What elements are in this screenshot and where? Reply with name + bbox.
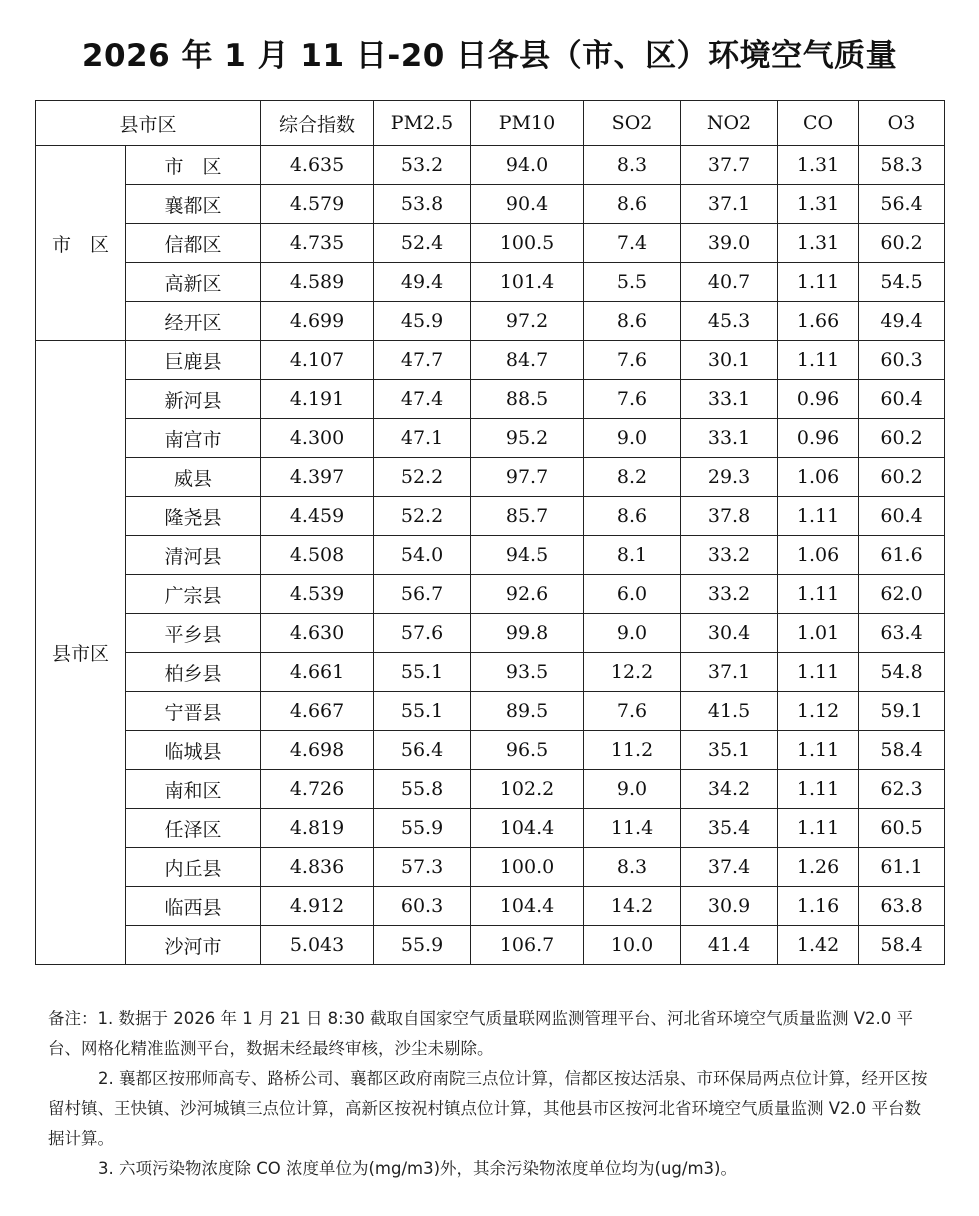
- table-row: [36, 146, 945, 185]
- value-cell: 92.6: [471, 575, 584, 614]
- value-cell: 33.2: [681, 536, 778, 575]
- value-cell: 60.3: [374, 887, 471, 926]
- value-cell: 4.726: [261, 770, 374, 809]
- value-cell: 52.4: [374, 224, 471, 263]
- value-cell: 1.12: [778, 692, 859, 731]
- value-cell: 4.539: [261, 575, 374, 614]
- value-cell: 55.1: [374, 653, 471, 692]
- table-row: [36, 809, 945, 848]
- value-cell: 60.3: [859, 341, 945, 380]
- area-name-cell: 新河县: [126, 380, 261, 419]
- value-cell: 39.0: [681, 224, 778, 263]
- table-row: [36, 887, 945, 926]
- value-cell: 4.579: [261, 185, 374, 224]
- value-cell: 1.11: [778, 770, 859, 809]
- table-row: [36, 224, 945, 263]
- value-cell: 4.300: [261, 419, 374, 458]
- value-cell: 5.043: [261, 926, 374, 965]
- column-header: SO2: [584, 101, 681, 146]
- value-cell: 56.4: [859, 185, 945, 224]
- value-cell: 57.3: [374, 848, 471, 887]
- table-row: [36, 926, 945, 965]
- area-name-cell: 隆尧县: [126, 497, 261, 536]
- value-cell: 35.1: [681, 731, 778, 770]
- value-cell: 14.2: [584, 887, 681, 926]
- column-header: NO2: [681, 101, 778, 146]
- area-name-cell: 高新区: [126, 263, 261, 302]
- value-cell: 101.4: [471, 263, 584, 302]
- value-cell: 85.7: [471, 497, 584, 536]
- value-cell: 55.8: [374, 770, 471, 809]
- value-cell: 35.4: [681, 809, 778, 848]
- page-title: 2026 年 1 月 11 日-20 日各县（市、区）环境空气质量: [81, 38, 898, 74]
- table-row: [36, 380, 945, 419]
- value-cell: 52.2: [374, 458, 471, 497]
- value-cell: 7.4: [584, 224, 681, 263]
- value-cell: 1.31: [778, 146, 859, 185]
- value-cell: 49.4: [374, 263, 471, 302]
- value-cell: 52.2: [374, 497, 471, 536]
- value-cell: 33.2: [681, 575, 778, 614]
- value-cell: 8.2: [584, 458, 681, 497]
- value-cell: 45.9: [374, 302, 471, 341]
- value-cell: 1.11: [778, 653, 859, 692]
- area-name-cell: 清河县: [126, 536, 261, 575]
- value-cell: 9.0: [584, 770, 681, 809]
- value-cell: 30.4: [681, 614, 778, 653]
- value-cell: 1.11: [778, 575, 859, 614]
- value-cell: 4.836: [261, 848, 374, 887]
- value-cell: 47.7: [374, 341, 471, 380]
- value-cell: 8.1: [584, 536, 681, 575]
- value-cell: 58.3: [859, 146, 945, 185]
- value-cell: 63.4: [859, 614, 945, 653]
- value-cell: 1.26: [778, 848, 859, 887]
- value-cell: 54.0: [374, 536, 471, 575]
- value-cell: 56.4: [374, 731, 471, 770]
- value-cell: 59.1: [859, 692, 945, 731]
- area-name-cell: 信都区: [126, 224, 261, 263]
- value-cell: 88.5: [471, 380, 584, 419]
- area-name-cell: 平乡县: [126, 614, 261, 653]
- value-cell: 1.06: [778, 536, 859, 575]
- area-name-cell: 沙河市: [126, 926, 261, 965]
- area-name-cell: 市 区: [126, 146, 261, 185]
- value-cell: 53.8: [374, 185, 471, 224]
- value-cell: 4.661: [261, 653, 374, 692]
- table-row: [36, 614, 945, 653]
- value-cell: 37.1: [681, 653, 778, 692]
- value-cell: 9.0: [584, 419, 681, 458]
- value-cell: 4.735: [261, 224, 374, 263]
- value-cell: 12.2: [584, 653, 681, 692]
- value-cell: 53.2: [374, 146, 471, 185]
- area-name-cell: 内丘县: [126, 848, 261, 887]
- value-cell: 1.11: [778, 497, 859, 536]
- value-cell: 1.06: [778, 458, 859, 497]
- column-header: PM10: [471, 101, 584, 146]
- value-cell: 4.630: [261, 614, 374, 653]
- value-cell: 61.6: [859, 536, 945, 575]
- value-cell: 95.2: [471, 419, 584, 458]
- value-cell: 37.1: [681, 185, 778, 224]
- value-cell: 102.2: [471, 770, 584, 809]
- value-cell: 89.5: [471, 692, 584, 731]
- value-cell: 60.5: [859, 809, 945, 848]
- value-cell: 7.6: [584, 380, 681, 419]
- value-cell: 58.4: [859, 731, 945, 770]
- value-cell: 4.635: [261, 146, 374, 185]
- area-name-cell: 柏乡县: [126, 653, 261, 692]
- table-row: [36, 185, 945, 224]
- value-cell: 62.3: [859, 770, 945, 809]
- value-cell: 97.2: [471, 302, 584, 341]
- value-cell: 4.912: [261, 887, 374, 926]
- value-cell: 8.6: [584, 302, 681, 341]
- note-1: 备注：1. 数据于 2026 年 1 月 21 日 8:30 截取自国家空气质量联网监测管理平台、河北省环境空气质量监测 V2.0 平台、网格化精准监测平台，数据未经最终审核，沙尘未剔除。: [48, 1009, 914, 1058]
- value-cell: 62.0: [859, 575, 945, 614]
- value-cell: 7.6: [584, 692, 681, 731]
- value-cell: 37.4: [681, 848, 778, 887]
- value-cell: 9.0: [584, 614, 681, 653]
- area-name-cell: 临西县: [126, 887, 261, 926]
- value-cell: 8.3: [584, 146, 681, 185]
- value-cell: 8.6: [584, 497, 681, 536]
- value-cell: 57.6: [374, 614, 471, 653]
- table-row: [36, 536, 945, 575]
- table-row: [36, 575, 945, 614]
- value-cell: 4.667: [261, 692, 374, 731]
- value-cell: 4.397: [261, 458, 374, 497]
- value-cell: 5.5: [584, 263, 681, 302]
- value-cell: 1.01: [778, 614, 859, 653]
- value-cell: 30.9: [681, 887, 778, 926]
- table-row: [36, 302, 945, 341]
- value-cell: 54.8: [859, 653, 945, 692]
- value-cell: 100.0: [471, 848, 584, 887]
- value-cell: 30.1: [681, 341, 778, 380]
- area-name-cell: 经开区: [126, 302, 261, 341]
- table-header-row: [36, 101, 945, 146]
- value-cell: 104.4: [471, 809, 584, 848]
- value-cell: 99.8: [471, 614, 584, 653]
- value-cell: 61.1: [859, 848, 945, 887]
- area-name-cell: 南和区: [126, 770, 261, 809]
- value-cell: 63.8: [859, 887, 945, 926]
- value-cell: 29.3: [681, 458, 778, 497]
- note-2: 2. 襄都区按邢师高专、路桥公司、襄都区政府南院三点位计算，信都区按达活泉、市环保局两点位计算，经开区按留村镇、王快镇、沙河城镇三点位计算，高新区按祝村镇点位计算，其他县市区按河北省环境空气质量监测 V2.0 平台数据计算。: [48, 1069, 928, 1148]
- notes-section: [48, 1004, 933, 1184]
- value-cell: 8.6: [584, 185, 681, 224]
- value-cell: 1.11: [778, 341, 859, 380]
- value-cell: 58.4: [859, 926, 945, 965]
- value-cell: 4.819: [261, 809, 374, 848]
- value-cell: 104.4: [471, 887, 584, 926]
- value-cell: 94.0: [471, 146, 584, 185]
- column-header: PM2.5: [374, 101, 471, 146]
- column-header: 综合指数: [261, 101, 374, 146]
- air-quality-table: [35, 100, 945, 965]
- value-cell: 1.42: [778, 926, 859, 965]
- value-cell: 90.4: [471, 185, 584, 224]
- value-cell: 1.16: [778, 887, 859, 926]
- value-cell: 47.4: [374, 380, 471, 419]
- value-cell: 60.4: [859, 380, 945, 419]
- value-cell: 60.2: [859, 419, 945, 458]
- value-cell: 100.5: [471, 224, 584, 263]
- value-cell: 49.4: [859, 302, 945, 341]
- table-row: [36, 419, 945, 458]
- value-cell: 6.0: [584, 575, 681, 614]
- table-row: [36, 458, 945, 497]
- value-cell: 40.7: [681, 263, 778, 302]
- value-cell: 33.1: [681, 380, 778, 419]
- value-cell: 4.699: [261, 302, 374, 341]
- area-name-cell: 宁晋县: [126, 692, 261, 731]
- value-cell: 55.1: [374, 692, 471, 731]
- area-name-cell: 威县: [126, 458, 261, 497]
- value-cell: 4.191: [261, 380, 374, 419]
- value-cell: 4.508: [261, 536, 374, 575]
- note-3: 3. 六项污染物浓度除 CO 浓度单位为(mg/m3)外，其余污染物浓度单位均为(ug/m3)。: [98, 1159, 737, 1178]
- value-cell: 10.0: [584, 926, 681, 965]
- table-row: [36, 653, 945, 692]
- column-header: O3: [859, 101, 945, 146]
- value-cell: 55.9: [374, 926, 471, 965]
- table-row: [36, 497, 945, 536]
- value-cell: 97.7: [471, 458, 584, 497]
- table-row: [36, 731, 945, 770]
- area-name-cell: 临城县: [126, 731, 261, 770]
- value-cell: 1.11: [778, 731, 859, 770]
- table-row: [36, 848, 945, 887]
- group-label: 市 区: [36, 146, 126, 341]
- value-cell: 0.96: [778, 419, 859, 458]
- value-cell: 4.107: [261, 341, 374, 380]
- value-cell: 1.31: [778, 224, 859, 263]
- value-cell: 45.3: [681, 302, 778, 341]
- area-name-cell: 广宗县: [126, 575, 261, 614]
- value-cell: 41.5: [681, 692, 778, 731]
- value-cell: 11.2: [584, 731, 681, 770]
- value-cell: 37.7: [681, 146, 778, 185]
- area-name-cell: 南宫市: [126, 419, 261, 458]
- area-name-cell: 襄都区: [126, 185, 261, 224]
- area-name-cell: 任泽区: [126, 809, 261, 848]
- value-cell: 94.5: [471, 536, 584, 575]
- value-cell: 1.11: [778, 809, 859, 848]
- value-cell: 1.31: [778, 185, 859, 224]
- value-cell: 4.698: [261, 731, 374, 770]
- value-cell: 1.66: [778, 302, 859, 341]
- table-row: [36, 770, 945, 809]
- value-cell: 47.1: [374, 419, 471, 458]
- value-cell: 96.5: [471, 731, 584, 770]
- value-cell: 106.7: [471, 926, 584, 965]
- value-cell: 4.589: [261, 263, 374, 302]
- column-header: 县市区: [36, 101, 261, 146]
- value-cell: 34.2: [681, 770, 778, 809]
- value-cell: 84.7: [471, 341, 584, 380]
- area-name-cell: 巨鹿县: [126, 341, 261, 380]
- value-cell: 60.2: [859, 224, 945, 263]
- value-cell: 37.8: [681, 497, 778, 536]
- value-cell: 7.6: [584, 341, 681, 380]
- table-row: [36, 263, 945, 302]
- value-cell: 54.5: [859, 263, 945, 302]
- value-cell: 8.3: [584, 848, 681, 887]
- value-cell: 33.1: [681, 419, 778, 458]
- value-cell: 55.9: [374, 809, 471, 848]
- value-cell: 4.459: [261, 497, 374, 536]
- value-cell: 56.7: [374, 575, 471, 614]
- column-header: CO: [778, 101, 859, 146]
- table-row: [36, 341, 945, 380]
- table-row: [36, 692, 945, 731]
- value-cell: 93.5: [471, 653, 584, 692]
- value-cell: 41.4: [681, 926, 778, 965]
- value-cell: 1.11: [778, 263, 859, 302]
- value-cell: 0.96: [778, 380, 859, 419]
- value-cell: 60.2: [859, 458, 945, 497]
- group-label: 县市区: [36, 341, 126, 965]
- value-cell: 11.4: [584, 809, 681, 848]
- value-cell: 60.4: [859, 497, 945, 536]
